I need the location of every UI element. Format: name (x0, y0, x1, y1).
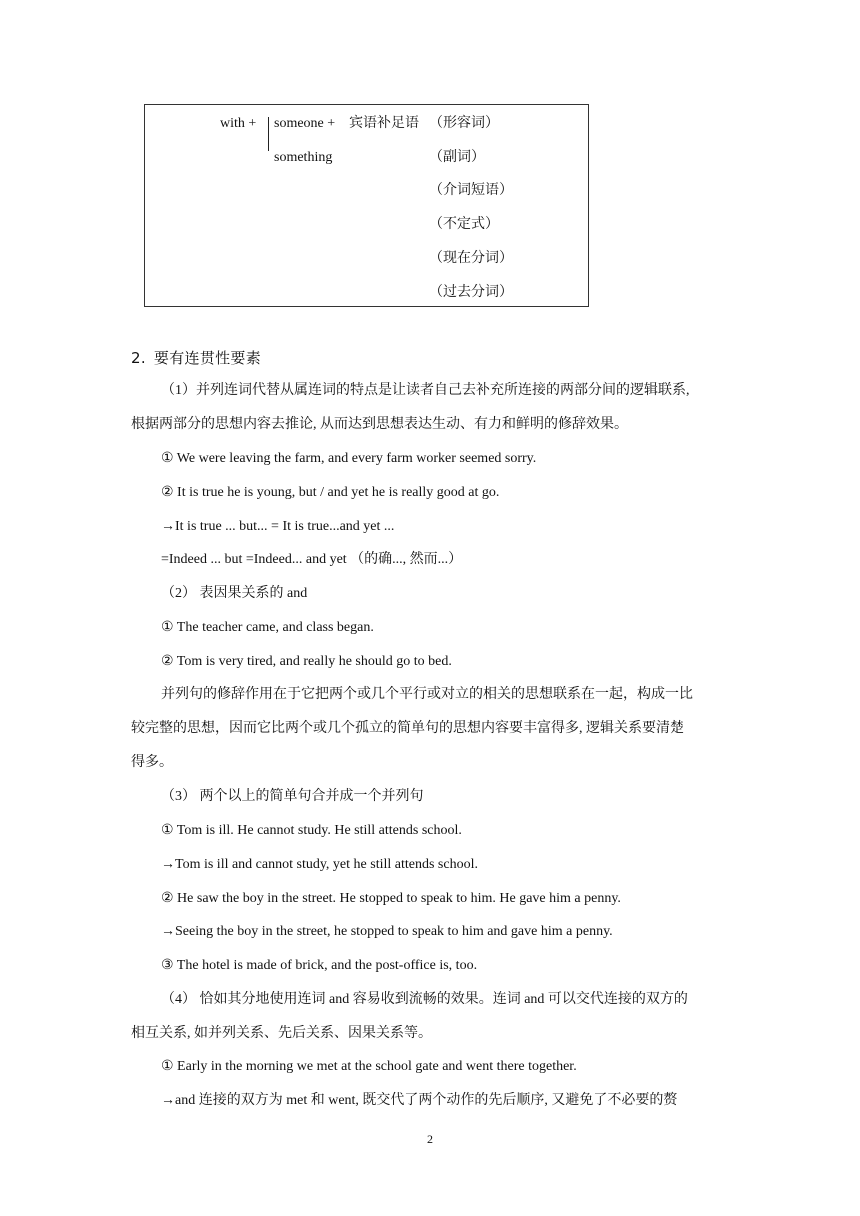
subheading-line: （3） 两个以上的简单句合并成一个并列句 (161, 789, 424, 804)
paragraph-line: 并列句的修辞作用在于它把两个或几个平行或对立的相关的思想联系在一起，构成一比 (161, 687, 693, 702)
with-structure-diagram (144, 104, 589, 307)
example-line: ③ The hotel is made of brick, and the post-office is, too. (161, 958, 478, 973)
example-line: ① The teacher came, and class began. (161, 620, 374, 635)
bracket-line (268, 117, 269, 151)
example-line: →and 连接的双方为 met 和 went, 既交代了两个动作的先后顺序, 又避免了不必要的赘 (161, 1093, 678, 1108)
type-past-participle: （过去分词） (429, 285, 513, 300)
subheading-line: （4） 恰如其分地使用连词 and 容易收到流畅的效果。连词 and 可以交代连接的双方的 (161, 992, 688, 1007)
paragraph-line: （1）并列连词代替从属连词的特点是让读者自己去补充所连接的两部分间的逻辑联系, (161, 383, 690, 398)
type-adjective: （形容词） (429, 116, 499, 131)
paragraph-line: 较完整的思想，因而它比两个或几个孤立的简单句的思想内容要丰富得多, 逻辑关系要清楚 (131, 721, 684, 736)
example-line: ① Early in the morning we met at the school gate and went there together. (161, 1059, 577, 1074)
example-line: ① Tom is ill. He cannot study. He still attends school. (161, 823, 462, 838)
example-line: ② Tom is very tired, and really he should go to bed. (161, 654, 452, 669)
paragraph-line: 相互关系, 如并列关系、先后关系、因果关系等。 (131, 1026, 432, 1041)
example-line: ① We were leaving the farm, and every farm worker seemed sorry. (161, 451, 537, 466)
complement-label: 宾语补足语 (349, 116, 419, 131)
paragraph-line: 得多。 (131, 755, 173, 770)
example-line: ② He saw the boy in the street. He stopped to speak to him. He gave him a penny. (161, 891, 621, 906)
section-number: 2. (131, 349, 146, 367)
paragraph-line: 根据两部分的思想内容去推论, 从而达到思想表达生动、有力和鲜明的修辞效果。 (131, 417, 628, 432)
example-line: →Tom is ill and cannot study, yet he still attends school. (161, 857, 478, 872)
type-infinitive: （不定式） (429, 217, 499, 232)
example-line: →It is true ... but... = It is true...and yet ... (161, 519, 395, 534)
example-line: ② It is true he is young, but / and yet he is really good at go. (161, 485, 500, 500)
example-line: →Seeing the boy in the street, he stopped to speak to him and gave him a penny. (161, 924, 613, 939)
section-heading (131, 347, 261, 368)
something-label: something (274, 150, 333, 165)
section-title: 要有连贯性要素 (153, 349, 262, 367)
someone-label: someone + (274, 116, 336, 131)
type-prep-phrase: （介词短语） (429, 183, 513, 198)
type-adverb: （副词） (429, 150, 485, 165)
type-present-participle: （现在分词） (429, 251, 513, 266)
example-line: =Indeed ... but =Indeed... and yet （的确..., 然而...） (161, 552, 463, 567)
subheading-line: （2） 表因果关系的 and (161, 586, 308, 601)
page-number: 2 (427, 1132, 433, 1146)
with-label: with + (220, 116, 257, 131)
